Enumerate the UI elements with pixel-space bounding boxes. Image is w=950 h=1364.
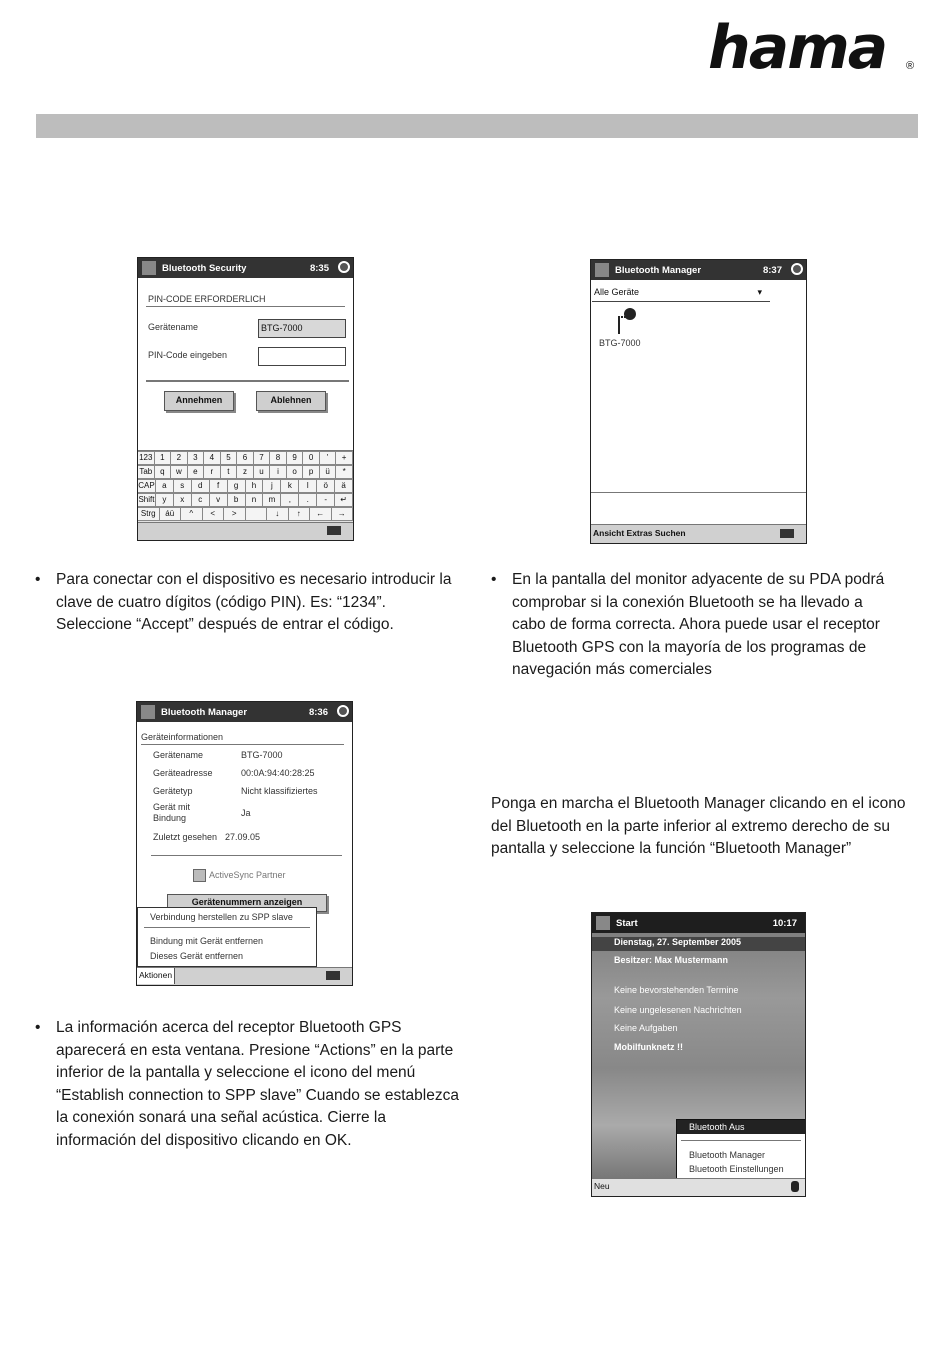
keyboard-icon[interactable] <box>326 971 340 980</box>
popup-bluetooth-manager[interactable]: Bluetooth Manager <box>689 1150 766 1160</box>
keyboard-key[interactable]: 4 <box>203 451 221 465</box>
keyboard-key[interactable]: h <box>245 479 264 493</box>
registered-mark: ® <box>906 60 915 72</box>
screenshot-bluetooth-security <box>137 257 354 541</box>
paragraph-device-info: • La información acerca del receptor Bluetooth GPS aparecerá en esta ventana. Presione “Actions” en la parte inferior de la pantalla y seleccione el icono del menú “Establish connection to SPP slave” Cuando se establezca la conexión sonará una señal acústica. Cierre la información del dispositivo clicando en OK. <box>35 1019 459 1149</box>
keyboard-key[interactable]: CAP <box>137 479 156 493</box>
windows-flag-icon <box>142 261 156 275</box>
clock: 8:37 <box>762 265 782 276</box>
keyboard-key[interactable]: v <box>209 493 228 507</box>
device-label[interactable]: BTG-7000 <box>599 338 641 348</box>
menu-bar <box>137 967 352 985</box>
clock: 8:35 <box>309 263 329 274</box>
keyboard-key[interactable]: w <box>170 465 188 479</box>
window-title: Bluetooth Security <box>162 263 247 274</box>
window-title: Bluetooth Manager <box>615 265 702 276</box>
row-value: 00:0A:94:40:28:25 <box>241 768 315 778</box>
menu-item[interactable]: Bindung mit Gerät entfernen <box>150 936 264 946</box>
keyboard-key[interactable]: Tab <box>137 465 155 479</box>
keyboard-key[interactable]: ä <box>334 479 353 493</box>
device-label: Gerätename <box>148 322 199 332</box>
keyboard-key[interactable]: 9 <box>286 451 304 465</box>
close-icon[interactable] <box>338 261 350 273</box>
keyboard-key[interactable]: 1 <box>154 451 172 465</box>
keyboard-key[interactable]: → <box>331 507 354 521</box>
keyboard-key[interactable]: s <box>173 479 192 493</box>
keyboard-key[interactable]: e <box>187 465 205 479</box>
keyboard-key[interactable]: . <box>298 493 317 507</box>
row-value: Nicht klassifiziertes <box>241 786 318 796</box>
row-label: Geräteadresse <box>153 768 213 778</box>
keyboard-key[interactable]: d <box>191 479 210 493</box>
screenshot-bluetooth-manager-list <box>590 259 807 544</box>
today-owner[interactable]: Besitzer: Max Mustermann <box>614 955 729 965</box>
menu-item[interactable]: Dieses Gerät entfernen <box>150 951 244 961</box>
keyboard-key[interactable]: q <box>154 465 172 479</box>
keyboard-key[interactable]: 3 <box>187 451 205 465</box>
keyboard-key[interactable]: u <box>253 465 271 479</box>
pin-label: PIN-Code eingeben <box>148 350 228 360</box>
title-bar <box>137 702 352 722</box>
device-name-field: BTG-7000 <box>258 319 346 338</box>
keyboard-key[interactable]: x <box>173 493 192 507</box>
keyboard-key[interactable]: g <box>227 479 246 493</box>
windows-flag-icon <box>141 705 155 719</box>
keyboard-row <box>138 493 353 507</box>
keyboard-key[interactable]: p <box>302 465 320 479</box>
keyboard-key[interactable]: + <box>335 451 353 465</box>
paragraph-start-manager: Ponga en marcha el Bluetooth Manager clicando en el icono del Bluetooth en la parte inferior al extremo derecho de su pantalla y seleccione la función “Bluetooth Manager” <box>491 795 906 858</box>
ok-icon[interactable] <box>337 705 349 717</box>
keyboard-key[interactable]: m <box>262 493 281 507</box>
keyboard-key[interactable]: n <box>245 493 264 507</box>
chevron-down-icon: ▾ <box>757 287 762 297</box>
today-appointments[interactable]: Keine bevorstehenden Termine <box>614 985 739 995</box>
header-band <box>36 114 918 138</box>
keyboard-key[interactable]: Strg <box>137 507 160 521</box>
row-value: BTG-7000 <box>241 750 283 760</box>
title-bar <box>138 258 353 278</box>
menu-bar <box>591 524 806 543</box>
keyboard-row <box>138 465 353 479</box>
title-bar <box>592 913 805 933</box>
device-filter-dropdown[interactable] <box>592 284 770 302</box>
today-messages[interactable]: Keine ungelesenen Nachrichten <box>614 1005 742 1015</box>
bullet: • <box>35 571 41 588</box>
bluetooth-tray-icon[interactable] <box>791 1181 799 1192</box>
keyboard-key[interactable]: l <box>298 479 317 493</box>
keyboard-key[interactable]: 8 <box>269 451 287 465</box>
today-tasks[interactable]: Keine Aufgaben <box>614 1023 678 1033</box>
row-label: Gerät mit Bindung <box>153 802 191 823</box>
keyboard-key[interactable]: f <box>209 479 228 493</box>
keyboard-key[interactable]: ↵ <box>334 493 353 507</box>
menu-item[interactable]: Verbindung herstellen zu SPP slave <box>150 912 293 922</box>
windows-flag-icon <box>595 263 609 277</box>
popup-bluetooth-settings[interactable]: Bluetooth Einstellungen <box>689 1164 784 1174</box>
screenshot-device-info <box>136 701 353 986</box>
reject-button[interactable]: Ablehnen <box>256 391 326 411</box>
accept-button[interactable]: Annehmen <box>164 391 234 411</box>
window-title: Start <box>616 918 638 929</box>
keyboard-icon[interactable] <box>780 529 794 538</box>
bluetooth-device-icon[interactable] <box>616 308 638 332</box>
clock: 10:17 <box>772 918 797 929</box>
keyboard-key[interactable]: ↑ <box>288 507 311 521</box>
new-menu-button[interactable]: Neu <box>594 1181 610 1191</box>
filter-value: Alle Geräte <box>594 287 640 297</box>
row-value: Ja <box>241 808 251 818</box>
keyboard-key[interactable]: 6 <box>236 451 254 465</box>
keyboard-key[interactable]: 7 <box>253 451 271 465</box>
keyboard-row <box>138 451 353 465</box>
keyboard-key[interactable]: ^ <box>180 507 203 521</box>
keyboard-key[interactable]: ↓ <box>266 507 289 521</box>
show-services-button[interactable]: Gerätenummern anzeigen <box>167 894 327 912</box>
keyboard-key[interactable]: Shift <box>137 493 156 507</box>
footer-bar <box>138 522 353 540</box>
bullet: • <box>491 571 497 588</box>
hama-logo: hama <box>708 13 887 83</box>
keyboard-key[interactable]: * <box>335 465 353 479</box>
row-label: Gerätename <box>153 750 204 760</box>
keyboard-key[interactable]: b <box>227 493 246 507</box>
keyboard-key[interactable]: i <box>269 465 287 479</box>
keyboard-key[interactable]: - <box>316 493 335 507</box>
keyboard-key[interactable]: ← <box>309 507 332 521</box>
pin-input[interactable] <box>258 347 346 366</box>
keyboard-key[interactable]: < <box>202 507 225 521</box>
row-label: Gerätetyp <box>153 786 193 796</box>
keyboard-key[interactable] <box>245 507 268 521</box>
windows-flag-icon <box>596 916 610 930</box>
keyboard-key[interactable]: ' <box>319 451 337 465</box>
actions-menu-button[interactable]: Aktionen <box>137 968 175 984</box>
menu-bar <box>592 1178 805 1196</box>
activesync-checkbox[interactable] <box>193 869 206 882</box>
popup-title[interactable]: Bluetooth Aus <box>677 1120 805 1134</box>
keyboard-key[interactable]: a <box>155 479 174 493</box>
clock: 8:36 <box>308 707 328 718</box>
keyboard-key[interactable]: , <box>280 493 299 507</box>
keyboard-key[interactable]: y <box>155 493 174 507</box>
row-label: Zuletzt gesehen <box>153 832 218 842</box>
keyboard-key[interactable]: 5 <box>220 451 238 465</box>
today-network[interactable]: Mobilfunknetz !! <box>614 1042 683 1052</box>
keyboard-row <box>138 507 353 521</box>
keyboard-key[interactable]: 0 <box>302 451 320 465</box>
menu-items[interactable]: Ansicht Extras Suchen <box>593 528 686 538</box>
keyboard-key[interactable]: t <box>220 465 238 479</box>
window-title: Bluetooth Manager <box>161 707 248 718</box>
keyboard-row <box>138 479 353 493</box>
keyboard-key[interactable]: 2 <box>170 451 188 465</box>
screenshot-today-screen <box>591 912 806 1197</box>
soft-keyboard[interactable] <box>138 450 353 523</box>
paragraph-connection-check: • En la pantalla del monitor adyacente de su PDA podrá comprobar si la conexión Bluetooth se ha llevado a cabo de forma correcta. Ahora puede usar el receptor Bluetooth GPS con la mayoría de los programas de navegación más comerciales <box>491 571 885 679</box>
keyboard-key[interactable]: j <box>262 479 281 493</box>
keyboard-key[interactable]: ö <box>316 479 335 493</box>
keyboard-key[interactable]: r <box>203 465 221 479</box>
info-heading: Geräteinformationen <box>141 732 224 742</box>
close-icon[interactable] <box>791 263 803 275</box>
keyboard-icon[interactable] <box>327 526 341 535</box>
keyboard-key[interactable]: c <box>191 493 210 507</box>
bullet: • <box>35 1019 41 1036</box>
keyboard-key[interactable]: k <box>280 479 299 493</box>
today-date[interactable]: Dienstag, 27. September 2005 <box>592 937 805 951</box>
keyboard-key[interactable]: o <box>286 465 304 479</box>
keyboard-key[interactable]: > <box>223 507 246 521</box>
keyboard-key[interactable]: ü <box>319 465 337 479</box>
pin-heading: PIN-CODE ERFORDERLICH <box>148 294 266 304</box>
keyboard-key[interactable]: 123 <box>137 451 155 465</box>
keyboard-key[interactable]: áü <box>159 507 182 521</box>
keyboard-key[interactable]: z <box>236 465 254 479</box>
row-value: 27.09.05 <box>225 832 261 842</box>
bluetooth-popup-menu[interactable] <box>676 1119 806 1179</box>
actions-menu[interactable] <box>137 907 317 967</box>
title-bar <box>591 260 806 280</box>
activesync-label: ActiveSync Partner <box>209 870 286 880</box>
paragraph-pin-instructions: • Para conectar con el dispositivo es necesario introducir la clave de cuatro dígitos (código PIN). Es: “1234”. Seleccione “Accept” después de entrar el código. <box>35 571 452 634</box>
